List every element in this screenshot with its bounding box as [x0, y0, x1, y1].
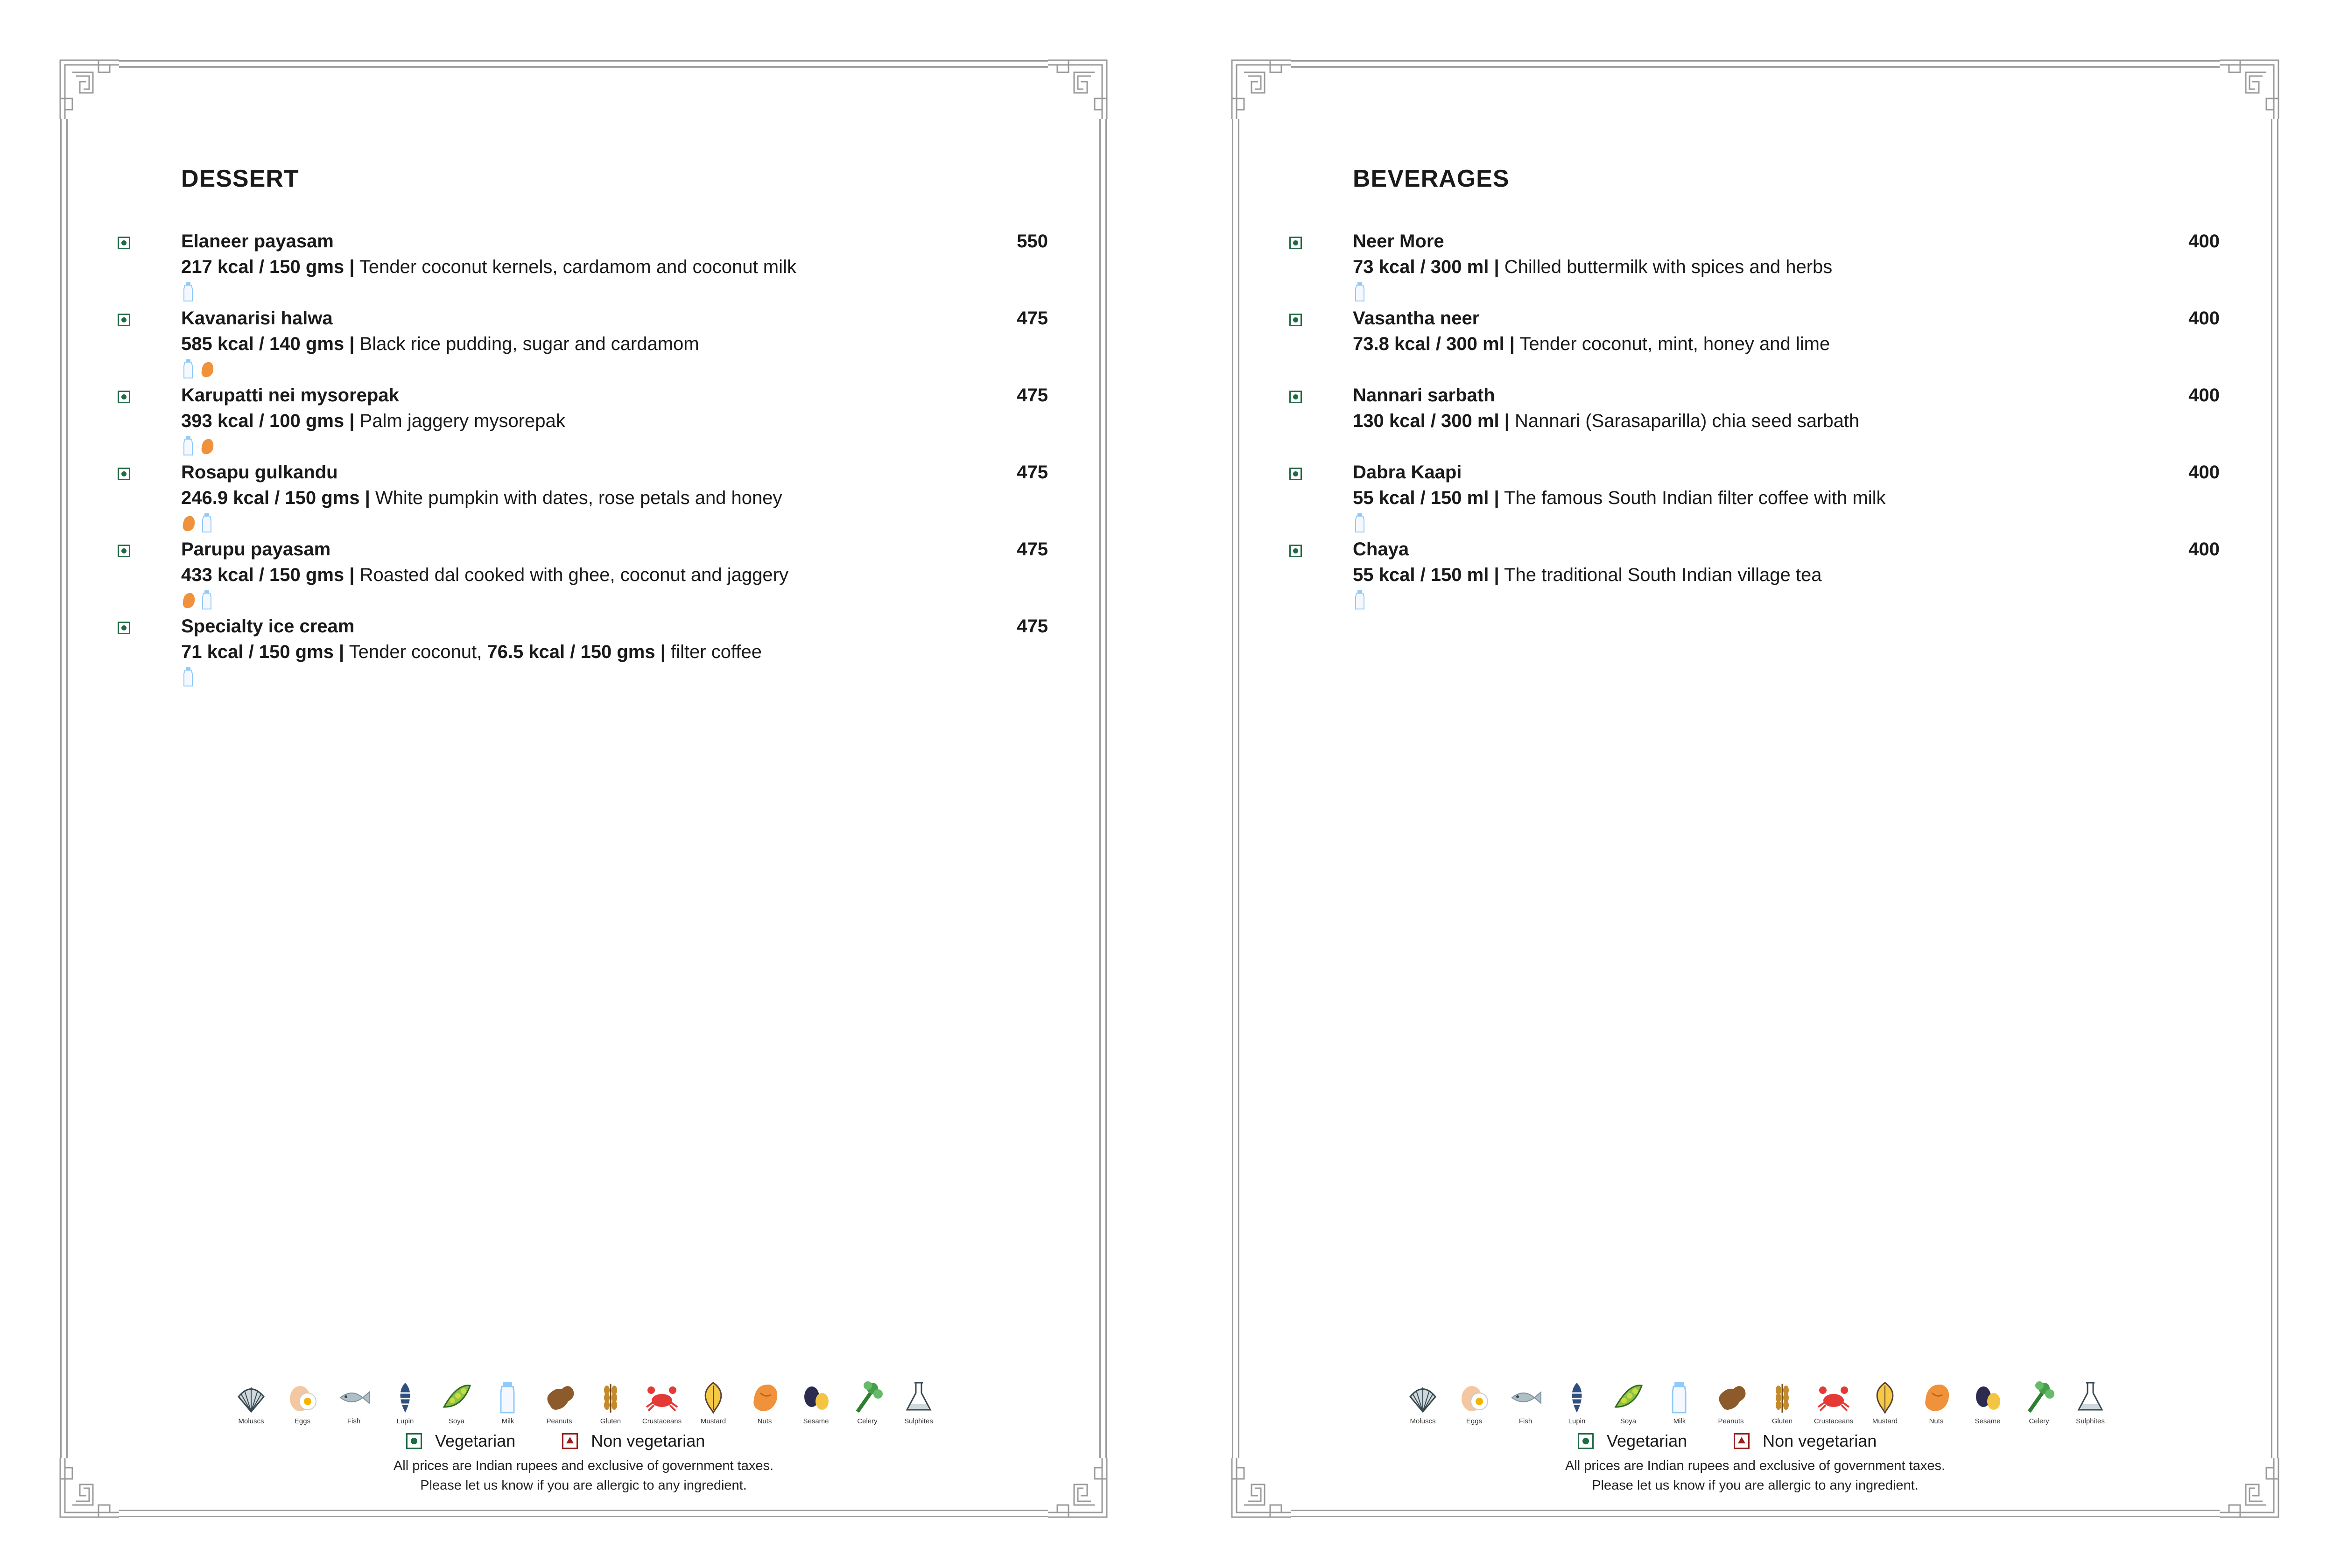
milk-icon [1353, 512, 1367, 533]
nut-icon [746, 1379, 783, 1415]
allergen-icon-row [1401, 1379, 2112, 1425]
allergen-key [1658, 1379, 1701, 1425]
milk-icon [1661, 1379, 1698, 1415]
item-details [1353, 488, 1885, 509]
nonveg-icon [562, 1433, 578, 1449]
allergen-label: Moluscs [1410, 1417, 1436, 1425]
allergen-key [1812, 1379, 1855, 1425]
veg-icon [1289, 314, 1302, 326]
item-name: Chaya [1353, 539, 1409, 560]
sesame-icon [1969, 1379, 2006, 1415]
item-details [181, 488, 782, 509]
veg-icon [1289, 468, 1302, 480]
diet-key [1578, 1431, 1877, 1451]
item-description: Tender coconut kernels, cardamom and coconut milk [354, 257, 796, 277]
allergen-label: Milk [1673, 1417, 1686, 1425]
veg-label: Vegetarian [1607, 1431, 1687, 1450]
menu-item [54, 539, 1113, 616]
allergen-label: Celery [857, 1417, 878, 1425]
menu-item [1225, 462, 2285, 539]
allergen-key [332, 1379, 375, 1425]
border-line [1291, 1510, 2220, 1517]
allergen-label: Soya [1620, 1417, 1637, 1425]
item-details [1353, 334, 1830, 355]
item-allergens [181, 589, 214, 610]
nonveg-label: Non vegetarian [591, 1431, 705, 1450]
milk-icon [1353, 281, 1367, 302]
veg-key [406, 1431, 515, 1451]
item-name: Parupu payasam [181, 539, 331, 560]
item-allergens [181, 435, 214, 456]
lupin-icon [387, 1379, 423, 1415]
item-price: 400 [2188, 308, 2220, 329]
allergen-key [2069, 1379, 2112, 1425]
item-name: Vasantha neer [1353, 308, 1480, 329]
flask-icon [2072, 1379, 2109, 1415]
border-corner [1048, 54, 1113, 119]
section-title: DESSERT [181, 165, 299, 192]
allergen-key [640, 1379, 683, 1425]
item-nutrition: 246.9 kcal / 150 gms | [181, 488, 370, 508]
allergen-key [589, 1379, 632, 1425]
border-line [1291, 60, 2220, 68]
allergen-label: Nuts [1929, 1417, 1944, 1425]
veg-icon [118, 622, 130, 634]
allergen-key [794, 1379, 837, 1425]
allergen-label: Crustaceans [642, 1417, 682, 1425]
celery-icon [2021, 1379, 2057, 1415]
item-details [1353, 411, 1859, 432]
item-description: The famous South Indian filter coffee with milk [1499, 488, 1886, 508]
egg-icon [1456, 1379, 1492, 1415]
nonveg-key [1734, 1431, 1877, 1451]
flask-icon [900, 1379, 937, 1415]
allergen-label: Eggs [294, 1417, 311, 1425]
wheat-icon [1764, 1379, 1800, 1415]
allergen-label: Lupin [1568, 1417, 1586, 1425]
item-nutrition: 73 kcal / 300 ml | [1353, 257, 1499, 277]
nut-icon [200, 435, 214, 456]
menu-item [1225, 308, 2285, 385]
veg-label: Vegetarian [435, 1431, 516, 1450]
veg-icon [118, 314, 130, 326]
milk-icon [181, 666, 195, 687]
menu-item [54, 616, 1113, 693]
item-nutrition: 585 kcal / 140 gms | [181, 334, 355, 354]
item-nutrition: 73.8 kcal / 300 ml | [1353, 334, 1515, 354]
item-allergens [1353, 281, 1367, 302]
crab-icon [644, 1379, 680, 1415]
menu-item [1225, 231, 2285, 308]
item-allergens [1353, 512, 1367, 533]
shell-icon [1405, 1379, 1441, 1415]
item-price: 400 [2188, 462, 2220, 483]
milk-icon [181, 358, 195, 379]
mustard-icon [695, 1379, 731, 1415]
item-name: Karupatti nei mysorepak [181, 385, 399, 406]
veg-icon [118, 391, 130, 403]
peanut-icon [1713, 1379, 1749, 1415]
border-corner [1225, 54, 1291, 119]
veg-key [1578, 1431, 1687, 1451]
peanut-icon [541, 1379, 577, 1415]
item-nutrition: 71 kcal / 150 gms | [181, 642, 344, 662]
item-description: Roasted dal cooked with ghee, coconut and jaggery [354, 565, 788, 585]
item-description: White pumpkin with dates, rose petals and honey [370, 488, 782, 508]
allergen-key [1863, 1379, 1906, 1425]
allergen-label: Soya [448, 1417, 465, 1425]
item-price: 475 [1017, 539, 1048, 560]
egg-icon [284, 1379, 321, 1415]
allergen-label: Crustaceans [1814, 1417, 1854, 1425]
allergen-key [1915, 1379, 1958, 1425]
allergen-label: Fish [347, 1417, 361, 1425]
soya-icon [438, 1379, 475, 1415]
item-price: 400 [2188, 539, 2220, 560]
allergen-key [1401, 1379, 1444, 1425]
menu-item [54, 308, 1113, 385]
item-nutrition: 217 kcal / 150 gms | [181, 257, 355, 277]
menu-items [1225, 231, 2285, 616]
item-description: Tender coconut, [344, 642, 487, 662]
item-allergens [181, 281, 195, 302]
item-nutrition: 433 kcal / 150 gms | [181, 565, 355, 585]
mustard-icon [1867, 1379, 1903, 1415]
soya-icon [1610, 1379, 1646, 1415]
allergen-key [1504, 1379, 1547, 1425]
allergen-label: Fish [1519, 1417, 1533, 1425]
allergen-key [1607, 1379, 1650, 1425]
item-name: Neer More [1353, 231, 1444, 252]
allergen-key [281, 1379, 324, 1425]
menu-item [1225, 385, 2285, 462]
allergen-label: Mustard [700, 1417, 726, 1425]
item-details [181, 565, 788, 586]
allergen-label: Peanuts [546, 1417, 572, 1425]
item-price: 475 [1017, 616, 1048, 637]
allergen-key [692, 1379, 735, 1425]
veg-icon [1289, 237, 1302, 249]
allergen-label: Celery [2029, 1417, 2049, 1425]
allergen-key [435, 1379, 478, 1425]
item-description: Chilled buttermilk with spices and herbs [1499, 257, 1833, 277]
border-line [119, 60, 1048, 68]
milk-icon [490, 1379, 526, 1415]
nonveg-label: Non vegetarian [1763, 1431, 1877, 1450]
allergen-key [743, 1379, 786, 1425]
veg-icon [118, 468, 130, 480]
allergen-key [384, 1379, 427, 1425]
footnote-prices: All prices are Indian rupees and exclusive of government taxes. [393, 1458, 774, 1473]
menu-page-beverages [1225, 54, 2285, 1524]
veg-icon [406, 1433, 422, 1449]
menu-item [54, 231, 1113, 308]
allergen-label: Eggs [1466, 1417, 1483, 1425]
menu-page-dessert [54, 54, 1113, 1524]
section-title: BEVERAGES [1353, 165, 1510, 192]
item-nutrition: 55 kcal / 150 ml | [1353, 488, 1499, 508]
veg-icon [118, 545, 130, 557]
item-allergens [181, 512, 214, 533]
allergen-key [846, 1379, 889, 1425]
footnote-allergy: Please let us know if you are allergic to any ingredient. [1592, 1478, 1919, 1493]
allergen-key [1761, 1379, 1804, 1425]
item-price: 400 [2188, 231, 2220, 252]
allergen-label: Moluscs [238, 1417, 264, 1425]
item-details [181, 334, 699, 355]
menu-item [1225, 539, 2285, 616]
item-details [181, 642, 762, 663]
item-nutrition: 76.5 kcal / 150 gms | [487, 642, 666, 662]
veg-icon [118, 237, 130, 249]
fish-icon [336, 1379, 372, 1415]
allergen-label: Sesame [1975, 1417, 2001, 1425]
fish-icon [1507, 1379, 1544, 1415]
item-description: Nannari (Sarasaparilla) chia seed sarbath [1509, 411, 1860, 431]
allergen-icon-row [230, 1379, 940, 1425]
allergen-key [486, 1379, 529, 1425]
allergen-label: Sulphites [904, 1417, 933, 1425]
allergen-key [2018, 1379, 2060, 1425]
wheat-icon [592, 1379, 629, 1415]
nonveg-key [562, 1431, 705, 1451]
shell-icon [233, 1379, 269, 1415]
item-name: Rosapu gulkandu [181, 462, 338, 483]
item-name: Elaneer payasam [181, 231, 334, 252]
allergen-key [897, 1379, 940, 1425]
nut-icon [200, 358, 214, 379]
item-details [181, 257, 796, 278]
item-description: The traditional South Indian village tea [1499, 565, 1822, 585]
allergen-label: Mustard [1872, 1417, 1898, 1425]
item-allergens [181, 666, 195, 687]
item-details [1353, 565, 1821, 586]
veg-icon [1289, 545, 1302, 557]
footnote-allergy: Please let us know if you are allergic to any ingredient. [420, 1478, 747, 1493]
milk-icon [200, 589, 214, 610]
menu-items [54, 231, 1113, 693]
item-price: 475 [1017, 385, 1048, 406]
milk-icon [181, 281, 195, 302]
allergen-label: Gluten [1772, 1417, 1793, 1425]
allergen-label: Nuts [757, 1417, 772, 1425]
item-nutrition: 55 kcal / 150 ml | [1353, 565, 1499, 585]
item-description: Palm jaggery mysorepak [354, 411, 565, 431]
lupin-icon [1559, 1379, 1595, 1415]
allergen-key [1966, 1379, 2009, 1425]
nut-icon [181, 512, 195, 533]
nut-icon [1918, 1379, 1954, 1415]
item-description: Tender coconut, mint, honey and lime [1515, 334, 1830, 354]
nut-icon [181, 589, 195, 610]
sesame-icon [798, 1379, 834, 1415]
item-nutrition: 130 kcal / 300 ml | [1353, 411, 1510, 431]
nonveg-icon [1734, 1433, 1750, 1449]
crab-icon [1815, 1379, 1852, 1415]
item-price: 475 [1017, 308, 1048, 329]
allergen-key [1453, 1379, 1496, 1425]
diet-key [406, 1431, 705, 1451]
allergen-key [1709, 1379, 1752, 1425]
milk-icon [200, 512, 214, 533]
item-name: Specialty ice cream [181, 616, 355, 637]
allergen-label: Sulphites [2076, 1417, 2105, 1425]
allergen-label: Peanuts [1718, 1417, 1744, 1425]
allergen-label: Gluten [600, 1417, 621, 1425]
allergen-label: Milk [501, 1417, 514, 1425]
item-details [181, 411, 565, 432]
milk-icon [181, 435, 195, 456]
veg-icon [1578, 1433, 1594, 1449]
item-description: filter coffee [665, 642, 762, 662]
menu-item [54, 462, 1113, 539]
milk-icon [1353, 589, 1367, 610]
celery-icon [849, 1379, 886, 1415]
border-line [119, 1510, 1048, 1517]
veg-icon [1289, 391, 1302, 403]
item-nutrition: 393 kcal / 100 gms | [181, 411, 355, 431]
item-price: 400 [2188, 385, 2220, 406]
item-name: Kavanarisi halwa [181, 308, 333, 329]
item-description: Black rice pudding, sugar and cardamom [354, 334, 699, 354]
item-allergens [181, 358, 214, 379]
footnote-prices: All prices are Indian rupees and exclusive of government taxes. [1565, 1458, 1946, 1473]
border-corner [54, 54, 119, 119]
item-price: 550 [1017, 231, 1048, 252]
allergen-key [538, 1379, 581, 1425]
item-allergens [1353, 589, 1367, 610]
allergen-label: Lupin [396, 1417, 414, 1425]
allergen-key [230, 1379, 273, 1425]
item-details [1353, 257, 1832, 278]
menu-item [54, 385, 1113, 462]
allergen-key [1555, 1379, 1598, 1425]
border-corner [2220, 54, 2285, 119]
item-name: Nannari sarbath [1353, 385, 1495, 406]
allergen-label: Sesame [803, 1417, 829, 1425]
item-price: 475 [1017, 462, 1048, 483]
item-name: Dabra Kaapi [1353, 462, 1462, 483]
